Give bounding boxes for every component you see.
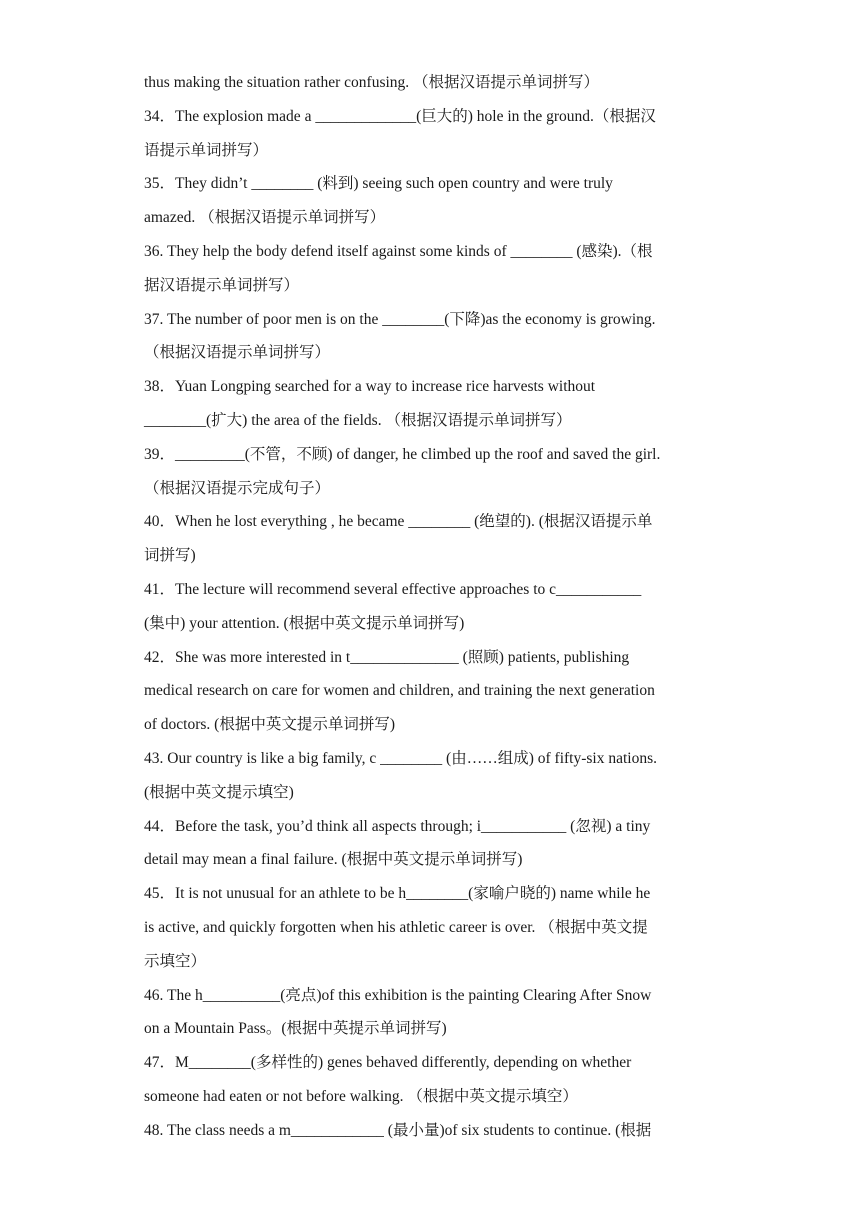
text-line: 42．She was more interested in t______________ (照顾) patients, publishing — [144, 648, 630, 666]
text-line: someone had eaten or not before walking. （根据中英文提示填空） — [144, 1087, 578, 1105]
text-line: on a Mountain Pass。(根据中英提示单词拼写) — [144, 1020, 447, 1038]
text-line: (集中) your attention. (根据中英文提示单词拼写) — [144, 614, 465, 632]
text-line: 40．When he lost everything , he became ________ (绝望的). (根据汉语提示单 — [144, 513, 653, 531]
text-line: (根据中英文提示填空) — [144, 783, 294, 801]
text-line: 48. The class needs a m____________ (最小量)of six students to continue. (根据 — [144, 1121, 652, 1139]
text-line: amazed. （根据汉语提示单词拼写） — [144, 209, 386, 227]
text-line: （根据汉语提示完成句子） — [144, 479, 331, 497]
text-line: is active, and quickly forgotten when his athletic career is over. （根据中英文提 — [144, 918, 648, 936]
text-line: 34．The explosion made a _____________(巨大的) hole in the ground.（根据汉 — [144, 107, 656, 125]
text-line: 36. They help the body defend itself against some kinds of ________ (感染).（根 — [144, 242, 653, 260]
text-line: 35．They didn’t ________ (料到) seeing such open country and were truly — [144, 175, 613, 193]
text-line: （根据汉语提示单词拼写） — [144, 344, 331, 362]
text-line: 37. The number of poor men is on the ________(下降)as the economy is growing. — [144, 310, 656, 328]
text-line: of doctors. (根据中英文提示单词拼写) — [144, 716, 395, 734]
text-line: detail may mean a final failure. (根据中英文提示单词拼写) — [144, 851, 523, 869]
text-line: 示填空） — [144, 952, 207, 970]
text-line: 45．It is not unusual for an athlete to be h________(家喻户晓的) name while he — [144, 885, 651, 903]
text-line: thus making the situation rather confusing. （根据汉语提示单词拼写） — [144, 74, 600, 91]
text-line: 47．M________(多样性的) genes behaved differently, depending on whether — [144, 1054, 632, 1072]
text-line: 43. Our country is like a big family, c ________ (由……组成) of fifty-six nations. — [144, 749, 657, 767]
text-line: 语提示单词拼写） — [144, 141, 269, 159]
text-line: medical research on care for women and children, and training the next generation — [144, 682, 655, 700]
text-line: ________(扩大) the area of the fields. （根据汉语提示单词拼写） — [144, 411, 572, 429]
text-line: 46. The h__________(亮点)of this exhibition is the painting Clearing After Snow — [144, 986, 652, 1004]
text-line: 41．The lecture will recommend several effective approaches to c___________ — [144, 580, 642, 598]
text-line: 44．Before the task, you’d think all aspects through; i___________ (忽视) a tiny — [144, 817, 651, 835]
text-line: 词拼写) — [144, 547, 196, 565]
text-line: 38．Yuan Longping searched for a way to increase rice harvests without — [144, 378, 596, 396]
exercise-text — [144, 66, 724, 1148]
text-line: 据汉语提示单词拼写） — [144, 276, 300, 294]
text-line: 39．_________(不管，不顾) of danger, he climbed up the roof and saved the girl. — [144, 445, 661, 463]
